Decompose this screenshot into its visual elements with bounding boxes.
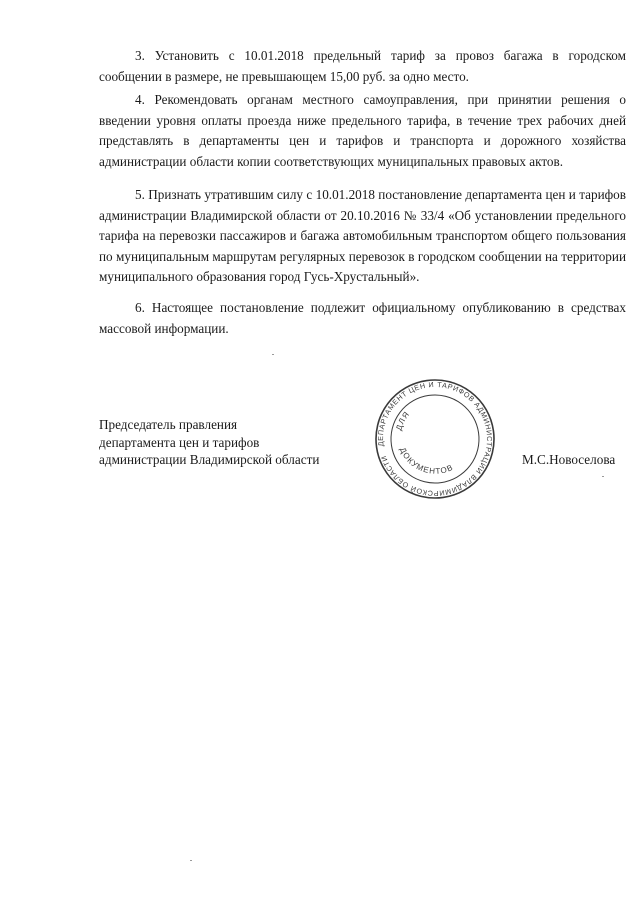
paragraph-3: 3. Установить с 10.01.2018 предельный тариф за провоз багажа в городском сообщении в размере, не превышающем 15,00 руб. за одно место. — [99, 48, 626, 84]
signatory-title — [99, 416, 319, 469]
paragraph-4: 4. Рекомендовать органам местного самоуправления, при принятии решения о введении уровня оплаты проезда ниже предельного тарифа, в течение трех рабочих дней представлять в департаменты цен и тарифов и транспорта и дорожного хозяйства администрации области копии соответствующих муниципальных правовых актов. — [99, 92, 626, 169]
svg-text:ДОКУМЕНТОВ — [398, 440, 456, 481]
svg-text:ДЕПАРТАМЕНТ ЦЕН И ТАРИФОВ АДМИ — [368, 378, 501, 500]
official-stamp — [368, 378, 502, 500]
scan-speck — [602, 476, 604, 477]
signatory-title-line: Председатель правления — [99, 417, 238, 432]
scan-speck — [272, 354, 274, 355]
stamp-inner-top: ДЛЯ — [394, 409, 412, 432]
stamp-outer-text: ДЕПАРТАМЕНТ ЦЕН И ТАРИФОВ АДМИНИСТРАЦИИ ВЛАДИМИРСКОЙ ОБЛАСТИ — [375, 379, 495, 499]
scan-speck — [190, 860, 192, 861]
signatory-name: М.С.Новоселова — [522, 452, 616, 467]
stamp-inner-bottom: ДОКУМЕНТОВ — [397, 445, 455, 476]
paragraph-6: 6. Настоящее постановление подлежит официальному опубликованию в средствах массовой информации. — [99, 300, 626, 336]
paragraph-5: 5. Признать утратившим силу с 10.01.2018 постановление департамента цен и тарифов администрации Владимирской области от 20.10.2016 № 33/4 «Об установлении предельного тарифа на перевозки пассажиров и багажа автомобильным транспортом общего пользования по муниципальным маршрутам регулярных перевозок в городском сообщении на территории муниципального образования город Гусь-Хрустальный». — [99, 187, 626, 284]
signatory-title-line: департамента цен и тарифов — [99, 434, 260, 450]
signatory-title-line: администрации Владимирской области — [99, 452, 320, 467]
